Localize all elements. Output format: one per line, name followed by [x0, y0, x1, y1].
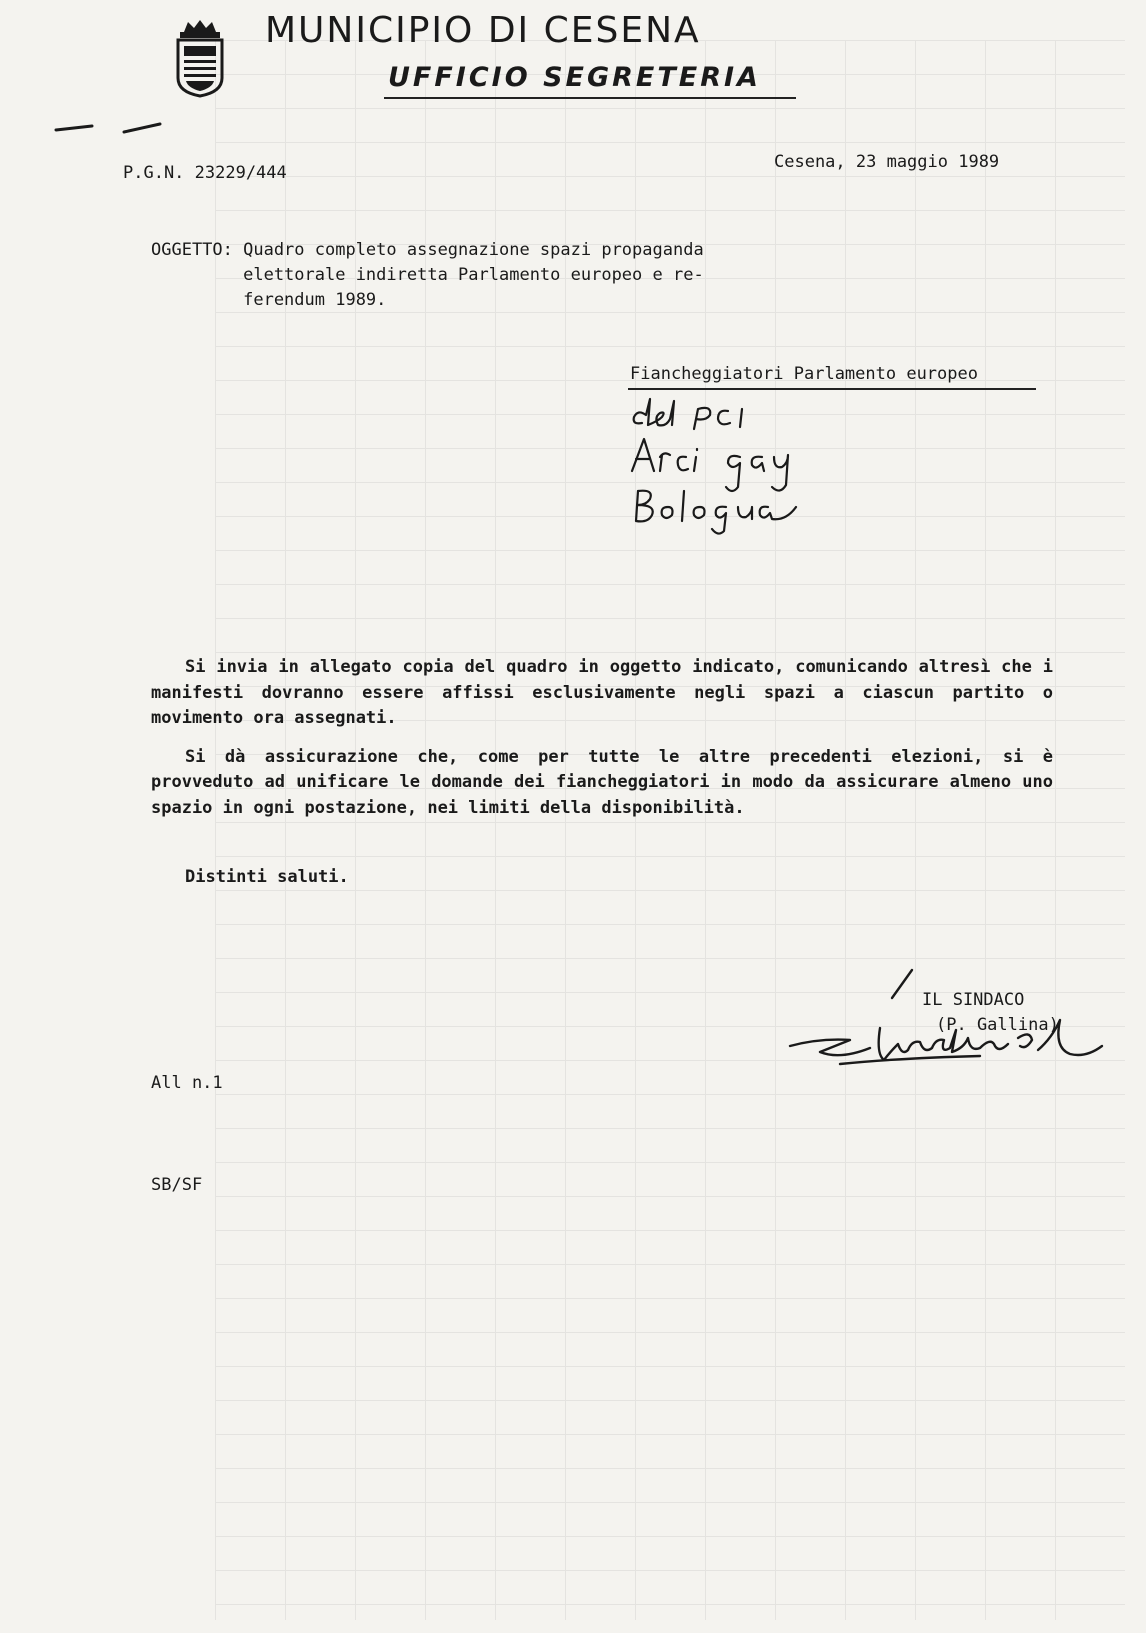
letterhead-title: MUNICIPIO DI CESENA: [265, 10, 701, 51]
protocol-number: P.G.N. 23229/444: [123, 163, 287, 183]
body-paragraph: Si dà assicurazione che, come per tutte le altre precedenti elezioni, si è provveduto ad unificare le domande dei fiancheggiatori in modo da assicurare almeno uno spazio in ogni postazione, nei limiti della disponibilità.: [151, 746, 1053, 818]
handwritten-annotation: [628, 395, 828, 535]
body-paragraph: Si invia in allegato copia del quadro in oggetto indicato, comunicando altresì che i manifesti dovranno essere affissi esclusivamente negli spazi a ciascun partito o movimento ora assegnati.: [151, 657, 1053, 728]
letter-date: Cesena, 23 maggio 1989: [774, 152, 1000, 172]
signatory-role: IL SINDACO: [922, 990, 1025, 1010]
letterhead-office: UFFICIO SEGRETERIA: [388, 62, 761, 93]
subject-line: OGGETTO: Quadro completo assegnazione spazi propaganda elettorale indiretta Parlamento europeo e re- ferendum 1989.: [151, 240, 704, 310]
office-underline: [384, 97, 796, 99]
recipient: Fiancheggiatori Parlamento europeo: [630, 364, 978, 384]
margin-dash-marks: [52, 118, 172, 138]
attachment-note: All n.1: [151, 1073, 223, 1093]
signatory-name: (P. Gallina): [936, 1015, 1059, 1035]
closing-greeting: Distinti saluti.: [185, 867, 349, 887]
letter-body: [151, 655, 1053, 834]
coat-of-arms-icon: [174, 18, 226, 98]
typist-initials: SB/SF: [151, 1175, 203, 1195]
recipient-underline: [628, 388, 1036, 390]
